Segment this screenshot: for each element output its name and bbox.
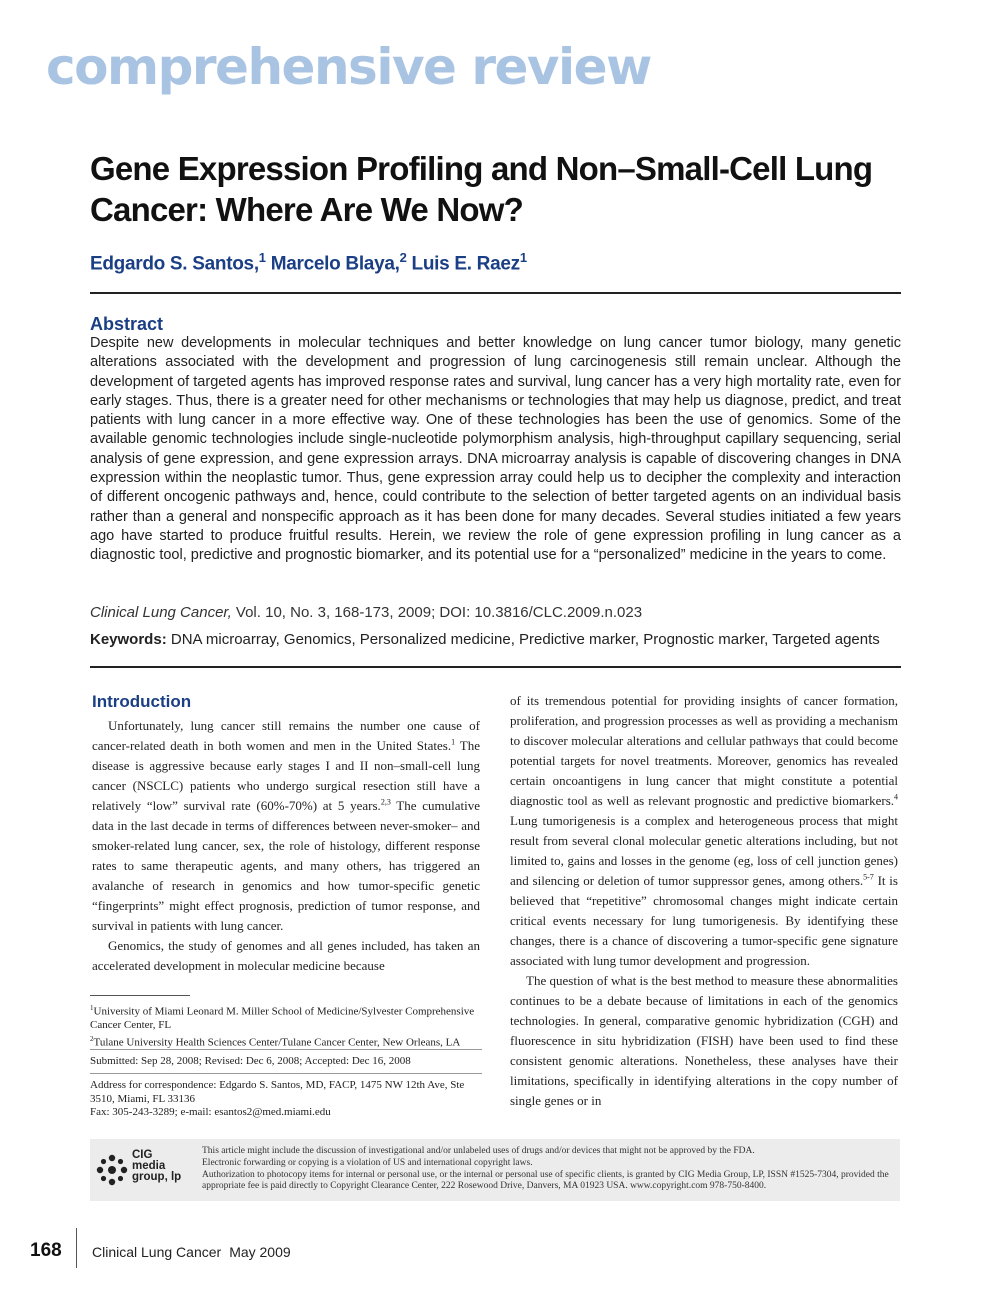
affiliation-1: University of Miami Leonard M. Miller School of Medicine/Sylvester Comprehensive Cancer Center, FL [90,1005,475,1032]
reference-mark: 1 [451,737,456,747]
header-divider [90,292,901,294]
affiliations: $^1$University of Miami Leonard M. Miller School of Medicine/Sylvester Comprehensive Cancer Center, FL $^2$Tulane University Health Sciences Center/Tulane Cancer Center, New Orleans, LA [90,1004,475,1049]
footer-date: May 2009 [229,1244,291,1260]
footer-journal: Clinical Lung Cancer [92,1244,222,1260]
citation [90,604,642,621]
author-affiliation-mark: 1 [519,250,527,265]
author-name: Edgardo S. Santos, [90,253,259,275]
reference-mark: 4 [894,792,898,802]
publisher-logo-icon [94,1152,130,1188]
notice-line: Authorization to photocopy items for internal or personal use, or the internal or personal use of specific clients, is granted by CIG Media Group, LP, ISSN #1525-7304, provided the appropriate fee is paid directly to Copyright Clearance Center, 222 Rosewood Drive, Danvers, MA 01923 USA. www.copyright.com 978-750-8400. [202,1169,889,1192]
running-footer [92,1244,291,1260]
author-name: Luis E. Raez [411,253,520,275]
correspondence [90,1079,482,1120]
abstract-text: Despite new developments in molecular techniques and better knowledge on lung cancer tumor biology, many genetic alterations associated with the development and progression of lung carcinogenesis still remain unclear. Although the development of targeted agents has improved response rates and survival, lung cancer has a very high mortality rate, even for early stages. Thus, there is a greater need for other mechanisms or technologies that may help us diagnose, predict, and treat patients with lung cancer in a more effective way. One of these technologies has been the use of genomics. Some of the available genomic technologies include single-nucleotide polymorphism analysis, high-throughput capillary sequencing, serial analysis of gene expression, and gene expression arrays. DNA microarray analysis is capable of discovering changes in DNA expression within the neoplastic tumor. Thus, gene expression array could help us to decipher the complexity and interaction of different oncogenic pathways and, hence, could contribute to the selection of better targeted agents on an individual basis rather than a general and nonspecific approach as it has been done for many decades. Several studies initiated a few years ago have started to produce fruitful results. Herein, we review the role of gene expression profiling in lung cancer as a diagnostic tool, predictive and prognostic biomarker, and its potential use for a “personalized” medicine in the years to come. [90,335,901,564]
abstract-heading: Abstract [90,314,164,334]
keywords-label: Keywords: [90,631,167,648]
body-paragraph: of its tremendous potential for providing insights of cancer formation, proliferation, and progression processes as well as providing a mechanism to discover molecular alterations and cellular pathways that could become potential targets for novel treatments. Moreover, genomics has revealed certain oncoantigens in lung cancer that might constitute a potential diagnostic tool as well as relevant prognostic and predictive biomarkers.$^4$ Lung tumorigenesis is a complex and heterogeneous process that might result from several clonal molecular genetic alterations including, but not limited to, gains and losses in the genome (eg, loss of cell junction genes) and silencing or deletion of tumor suppressor genes, among others.$^{5-7}$ It is believed that “repetitive” chromosomal changes might indicate certain critical events necessary for lung tumorigenesis. By identifying these changes, there is a chance of discovering a tumor-specific gene signature associated with lung tumor development and progression. [510,693,898,968]
reference-mark: 2,3 [380,797,391,807]
citation-details: Vol. 10, No. 3, 168-173, 2009; DOI: 10.3816/CLC.2009.n.023 [231,604,643,621]
section-label: comprehensive review [46,38,651,96]
body-paragraph: Genomics, the study of genomes and all genes included, has taken an accelerated development in molecular medicine because [92,938,480,973]
keywords-text: DNA microarray, Genomics, Personalized medicine, Predictive marker, Prognostic marker, Targeted agents [166,631,880,648]
body-paragraph: The question of what is the best method to measure these abnormalities continues to be a debate because of limitations in each of the genomics technologies. In general, comparative genomic hybridization (CGH) and fluorescence in situ hybridization (FISH) have been used to find these consistent genomic alterations. Nonetheless, these analyses have their limitations, specifically in identifying alterations in the copy number of single genes or in [510,973,898,1108]
body-column-left [92,716,480,976]
notice-line: This article might include the discussion of investigational and/or unlabeled uses of drugs and/or devices that might not be approved by the FDA. [202,1146,755,1156]
introduction-heading: Introduction [92,692,192,711]
citation-journal: Clinical Lung Cancer, [90,604,232,621]
footnote-divider [90,1049,482,1050]
body-paragraph: Unfortunately, lung cancer still remains the number one cause of cancer-related death in both women and men in the United States.$^1$ The disease is aggressive because early stages I and II non–small-cell lung cancer (NSCLC) patients who undergo surgical resection still have a relatively “low” survival rate (60%-70%) at 5 years.$^{2,3}$ The cumulative data in the last decade in terms of differences between never-smoker– and smoker-related lung cancer, sex, the role of histology, different response rates to same therapeutic agents, and many others, has triggered an avalanche of research in genomics and how tumor-specific genetic “fingerprints” might effect prognosis, prediction of tumor response, and survival in patients with lung cancer. [92,718,481,933]
abstract-divider [90,666,901,668]
notice-line: Electronic forwarding or copying is a violation of US and international copyright laws. [202,1157,533,1168]
author-affiliation-mark: 1 [258,250,266,265]
footer-divider [76,1228,77,1268]
footnote-rule [90,995,190,996]
keywords [90,631,880,648]
author-list [90,250,527,275]
submission-dates: Submitted: Sep 28, 2008; Revised: Dec 6, 2008; Accepted: Dec 16, 2008 [90,1055,411,1067]
author-name: Marcelo Blaya, [270,253,400,275]
page-number: 168 [30,1240,62,1261]
article-title: Gene Expression Profiling and Non–Small-Cell Lung Cancer: Where Are We Now? [90,150,873,228]
footnote-divider [90,1073,482,1074]
author-affiliation-mark: 2 [399,250,407,265]
publisher-logo-text: CIG media group, lp [132,1149,182,1183]
affiliation-2: Tulane University Health Sciences Center/Tulane Cancer Center, New Orleans, LA [93,1036,461,1049]
publisher-notice-text [202,1146,892,1193]
body-column-right [510,691,898,1111]
correspondence-contact: Fax: 305-243-3289; e-mail: esantos2@med.miami.edu [90,1106,331,1118]
reference-mark: 5-7 [863,872,874,882]
correspondence-address: Address for correspondence: Edgardo S. Santos, MD, FACP, 1475 NW 12th Ave, Ste 3510, Miami, FL 33136 [90,1079,465,1105]
